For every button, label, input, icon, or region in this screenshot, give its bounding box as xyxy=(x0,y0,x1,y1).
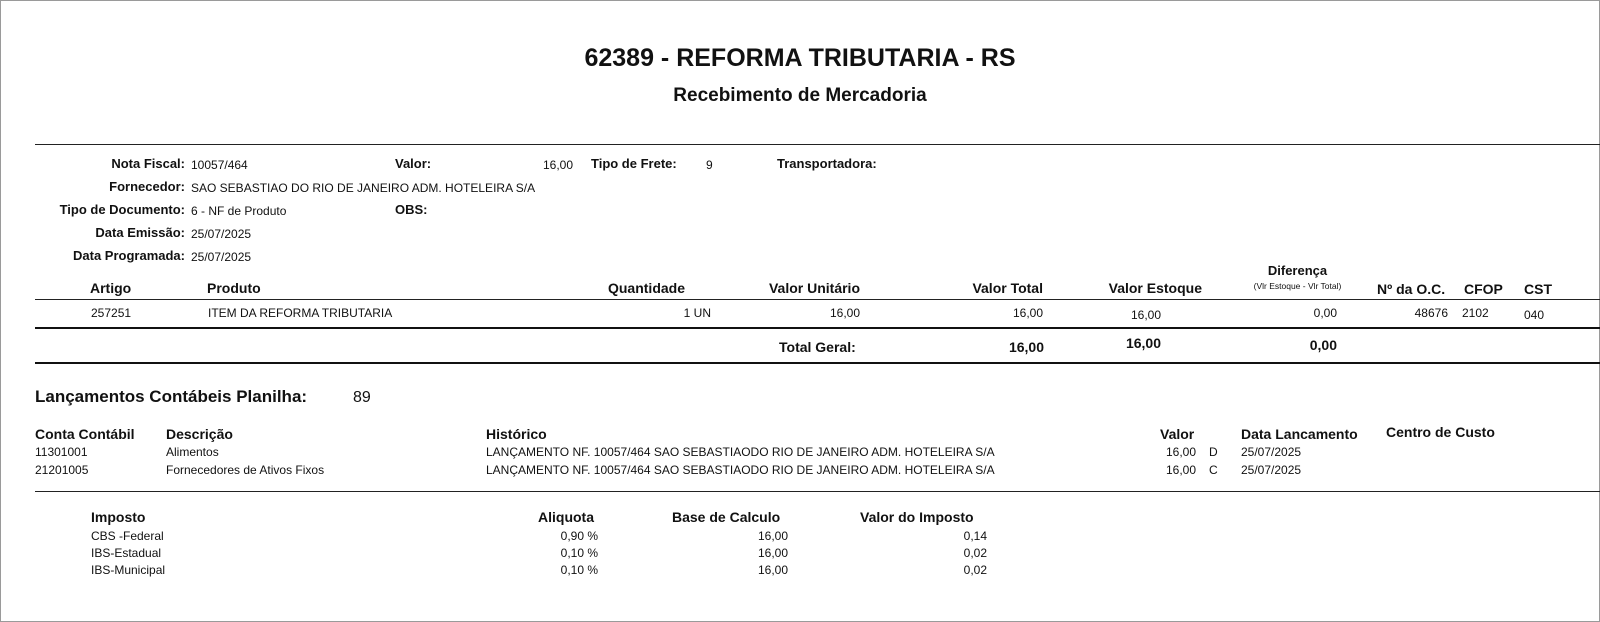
col-descricao: Descrição xyxy=(166,426,233,442)
lancamentos-planilha: 89 xyxy=(353,389,371,406)
lanc-row-descricao: Alimentos xyxy=(166,445,219,459)
total-diferenca: 0,00 xyxy=(1309,337,1337,353)
lanc-row-conta: 11301001 xyxy=(35,445,88,459)
col-num-oc: Nº da O.C. xyxy=(1377,281,1446,297)
total-valor-total: 16,00 xyxy=(1008,339,1044,355)
row-artigo: 257251 xyxy=(91,306,132,320)
col-valor-estoque: Valor Estoque xyxy=(1108,280,1202,296)
lanc-row-data: 25/07/2025 xyxy=(1241,463,1302,477)
report-subtitle: Recebimento de Mercadoria xyxy=(673,85,927,106)
lanc-row-valor: 16,00 xyxy=(1165,463,1196,477)
imposto-row-aliquota: 0,10 % xyxy=(560,546,598,560)
row-cfop: 2102 xyxy=(1462,306,1489,320)
imposto-row-aliquota: 0,90 % xyxy=(560,529,598,543)
col-aliquota: Aliquota xyxy=(538,509,594,525)
imposto-row-valor: 0,02 xyxy=(963,563,987,577)
col-valor: Valor xyxy=(1160,426,1195,442)
lancamentos-divider xyxy=(35,491,1600,492)
lanc-row-dc: C xyxy=(1209,463,1218,477)
imposto-row-base: 16,00 xyxy=(757,563,788,577)
col-historico: Histórico xyxy=(486,426,547,442)
lanc-row-historico: LANÇAMENTO NF. 10057/464 SAO SEBASTIAODO RIO DE JANEIRO ADM. HOTELEIRA S/A xyxy=(486,463,995,477)
col-produto: Produto xyxy=(207,280,261,296)
row-valor-total: 16,00 xyxy=(1012,306,1043,320)
totals-divider xyxy=(35,362,1600,364)
tipo-frete-value: 9 xyxy=(706,158,713,172)
data-emissao-label: Data Emissão: xyxy=(95,225,185,240)
row-quantidade: 1 UN xyxy=(683,306,711,320)
col-conta: Conta Contábil xyxy=(35,426,135,442)
table-header-divider xyxy=(35,299,1600,300)
row-cst: 040 xyxy=(1524,308,1545,322)
imposto-row-base: 16,00 xyxy=(757,529,788,543)
valor-label: Valor: xyxy=(395,156,432,171)
lanc-row-descricao: Fornecedores de Ativos Fixos xyxy=(166,463,325,477)
row-valor-unitario: 16,00 xyxy=(829,306,860,320)
col-quantidade: Quantidade xyxy=(607,280,685,296)
total-valor-estoque: 16,00 xyxy=(1125,335,1161,351)
lancamentos-title: Lançamentos Contábeis Planilha: xyxy=(35,387,308,406)
lanc-row-data: 25/07/2025 xyxy=(1241,445,1302,459)
row-valor-estoque: 16,00 xyxy=(1130,308,1161,322)
data-programada-value: 25/07/2025 xyxy=(191,250,252,264)
tipo-frete-label: Tipo de Frete: xyxy=(591,156,677,171)
report-title: 62389 - REFORMA TRIBUTARIA - RS xyxy=(584,44,1016,72)
data-programada-label: Data Programada: xyxy=(73,248,185,263)
imposto-row-aliquota: 0,10 % xyxy=(560,563,598,577)
lanc-row-conta: 21201005 xyxy=(35,463,89,477)
lanc-row-dc: D xyxy=(1209,445,1218,459)
total-label: Total Geral: xyxy=(779,339,856,355)
col-valor-unitario: Valor Unitário xyxy=(768,280,860,296)
col-data-lancamento: Data Lancamento xyxy=(1241,426,1358,442)
obs-label: OBS: xyxy=(395,202,428,217)
col-centro-custo: Centro de Custo xyxy=(1386,424,1495,440)
divider xyxy=(35,144,1600,145)
row-produto: ITEM DA REFORMA TRIBUTARIA xyxy=(208,306,393,320)
col-base-calculo: Base de Calculo xyxy=(672,509,781,525)
imposto-row-base: 16,00 xyxy=(757,546,788,560)
imposto-row-nome: IBS-Municipal xyxy=(91,563,166,577)
col-valor-imposto: Valor do Imposto xyxy=(860,509,974,525)
col-valor-total: Valor Total xyxy=(972,280,1043,296)
valor-value: 16,00 xyxy=(542,158,573,172)
col-diferenca: Diferença xyxy=(1267,263,1328,278)
fornecedor-label: Fornecedor: xyxy=(109,179,185,194)
tipo-documento-label: Tipo de Documento: xyxy=(59,202,185,217)
row-diferenca: 0,00 xyxy=(1313,306,1337,320)
data-emissao-value: 25/07/2025 xyxy=(191,227,252,241)
row-divider xyxy=(35,327,1600,329)
lanc-row-valor: 16,00 xyxy=(1165,445,1196,459)
imposto-row-valor: 0,14 xyxy=(963,529,987,543)
nota-fiscal-value: 10057/464 xyxy=(191,158,248,172)
imposto-row-valor: 0,02 xyxy=(963,546,987,560)
row-num-oc: 48676 xyxy=(1414,306,1448,320)
col-cfop: CFOP xyxy=(1464,281,1503,297)
tipo-documento-value: 6 - NF de Produto xyxy=(191,204,287,218)
col-imposto: Imposto xyxy=(91,509,146,525)
col-cst: CST xyxy=(1524,281,1552,297)
col-artigo: Artigo xyxy=(90,280,132,296)
col-diferenca-sub: (Vlr Estoque - Vlr Total) xyxy=(1253,281,1342,291)
imposto-row-nome: IBS-Estadual xyxy=(91,546,162,560)
fornecedor-value: SAO SEBASTIAO DO RIO DE JANEIRO ADM. HOTELEIRA S/A xyxy=(191,181,536,195)
transportadora-label: Transportadora: xyxy=(777,156,877,171)
imposto-row-nome: CBS -Federal xyxy=(91,529,164,543)
nota-fiscal-label: Nota Fiscal: xyxy=(111,156,185,171)
lanc-row-historico: LANÇAMENTO NF. 10057/464 SAO SEBASTIAODO RIO DE JANEIRO ADM. HOTELEIRA S/A xyxy=(486,445,995,459)
